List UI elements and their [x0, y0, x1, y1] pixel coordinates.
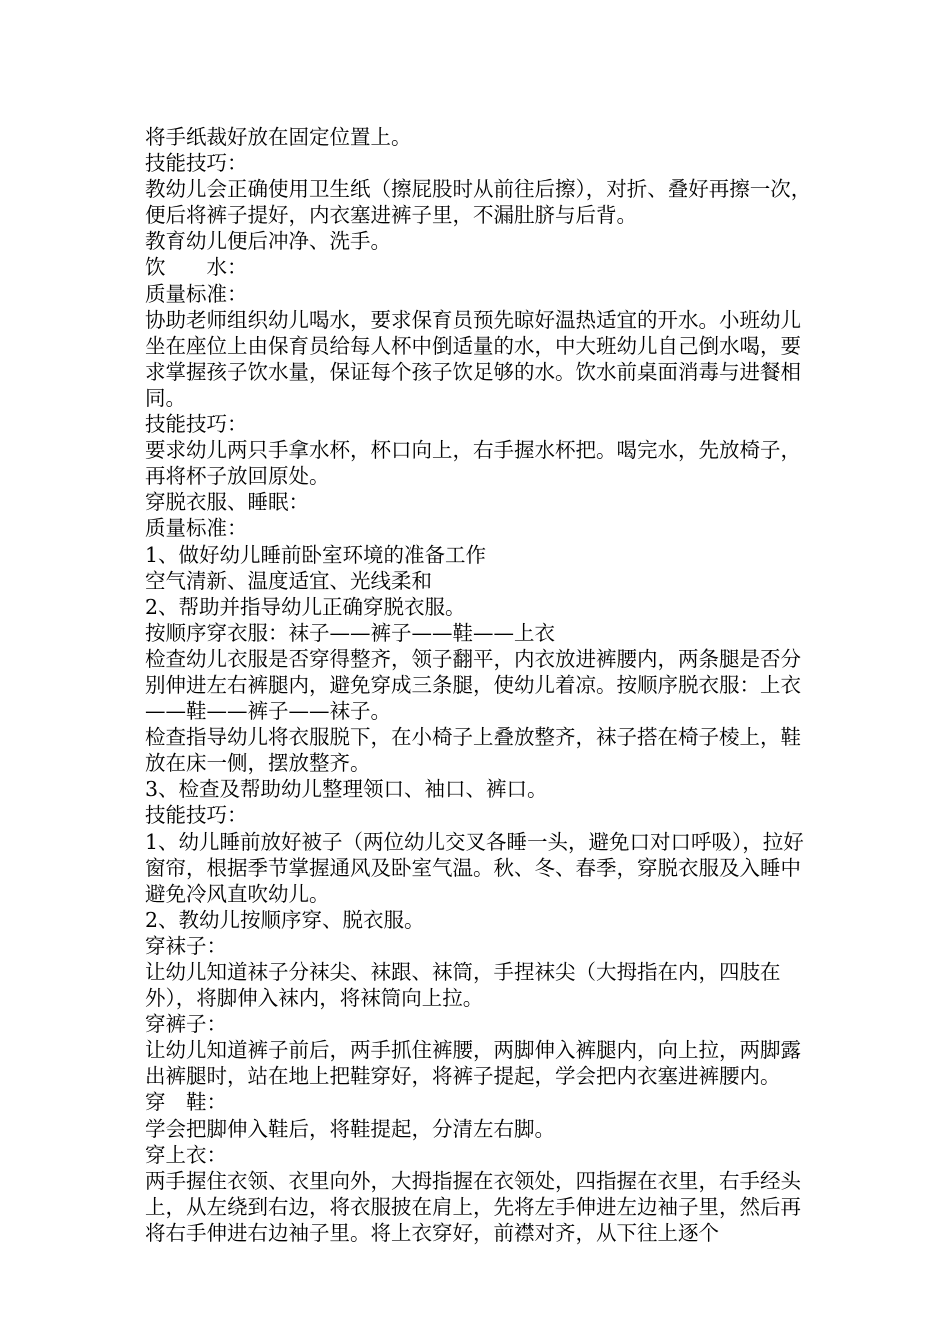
section-heading: 穿 鞋： [145, 1090, 227, 1115]
section-heading: 质量标准： [145, 281, 248, 306]
section-heading: 技能技巧： [145, 803, 248, 828]
section-heading: 技能技巧： [145, 151, 248, 176]
paragraph: 2、帮助并指导幼儿正确穿脱衣服。 [145, 594, 466, 619]
paragraph: 1、做好幼儿睡前卧室环境的准备工作 [145, 542, 487, 567]
paragraph: 将手纸裁好放在固定位置上。 [145, 125, 412, 149]
paragraph: 学会把脚伸入鞋后，将鞋提起，分清左右脚。 [145, 1116, 555, 1141]
paragraph: 协助老师组织幼儿喝水，要求保育员预先晾好温热适宜的开水。小班幼儿坐在座位上由保育员给每人杯中倒适量的水，中大班幼儿自己倒水喝，要求掌握孩子饮水量，保证每个孩子饮足够的水。饮水前桌面消毒与进餐相同。 [145, 307, 801, 410]
paragraph: 1、幼儿睡前放好被子（两位幼儿交叉各睡一头，避免口对口呼吸），拉好窗帘，根据季节掌握通风及卧室气温。秋、冬、春季，穿脱衣服及入睡中避免冷风直吹幼儿。 [145, 829, 804, 906]
paragraph: 2、教幼儿按顺序穿、脱衣服。 [145, 907, 425, 932]
section-heading: 穿袜子： [145, 933, 227, 958]
paragraph: 检查幼儿衣服是否穿得整齐，领子翻平，内衣放进裤腰内，两条腿是否分别伸进左右裤腿内，避免穿成三条腿，使幼儿着凉。按顺序脱衣服：上衣——鞋——裤子——袜子。 [145, 646, 801, 724]
document-body [145, 124, 813, 1246]
paragraph: 空气清新、温度适宜、光线柔和 [145, 568, 432, 593]
section-heading: 饮 水： [145, 255, 248, 280]
paragraph: 按顺序穿衣服：袜子——裤子——鞋——上衣 [145, 620, 555, 645]
section-heading: 质量标准： [145, 516, 248, 541]
section-heading: 技能技巧： [145, 412, 248, 437]
section-heading: 穿裤子： [145, 1012, 227, 1037]
paragraph: 要求幼儿两只手拿水杯，杯口向上，右手握水杯把。喝完水，先放椅子，再将杯子放回原处。 [145, 438, 801, 489]
paragraph: 教幼儿会正确使用卫生纸（擦屁股时从前往后擦），对折、叠好再擦一次，便后将裤子提好，内衣塞进裤子里，不漏肚脐与后背。 [145, 177, 812, 228]
paragraph: 两手握住衣领、衣里向外，大拇指握在衣领处，四指握在衣里，右手经头上，从左绕到右边，将衣服披在肩上，先将左手伸进左边袖子里，然后再将右手伸进右边袖子里。将上衣穿好，前襟对齐，从下往上逐个 [145, 1168, 801, 1245]
section-heading: 穿脱衣服、睡眠： [145, 490, 309, 515]
paragraph: 让幼儿知道裤子前后，两手抓住裤腰，两脚伸入裤腿内，向上拉，两脚露出裤腿时，站在地上把鞋穿好，将裤子提起，学会把内衣塞进裤腰内。 [145, 1038, 801, 1089]
section-heading: 穿上衣： [145, 1142, 227, 1167]
paragraph: 让幼儿知道袜子分袜尖、袜跟、袜筒，手捏袜尖（大拇指在内，四肢在外），将脚伸入袜内，将袜筒向上拉。 [145, 960, 781, 1011]
paragraph: 3、检查及帮助幼儿整理领口、袖口、裤口。 [145, 777, 548, 802]
paragraph: 教育幼儿便后冲净、洗手。 [145, 229, 391, 254]
paragraph: 检查指导幼儿将衣服脱下，在小椅子上叠放整齐，袜子搭在椅子棱上，鞋放在床一侧，摆放整齐。 [145, 725, 801, 776]
